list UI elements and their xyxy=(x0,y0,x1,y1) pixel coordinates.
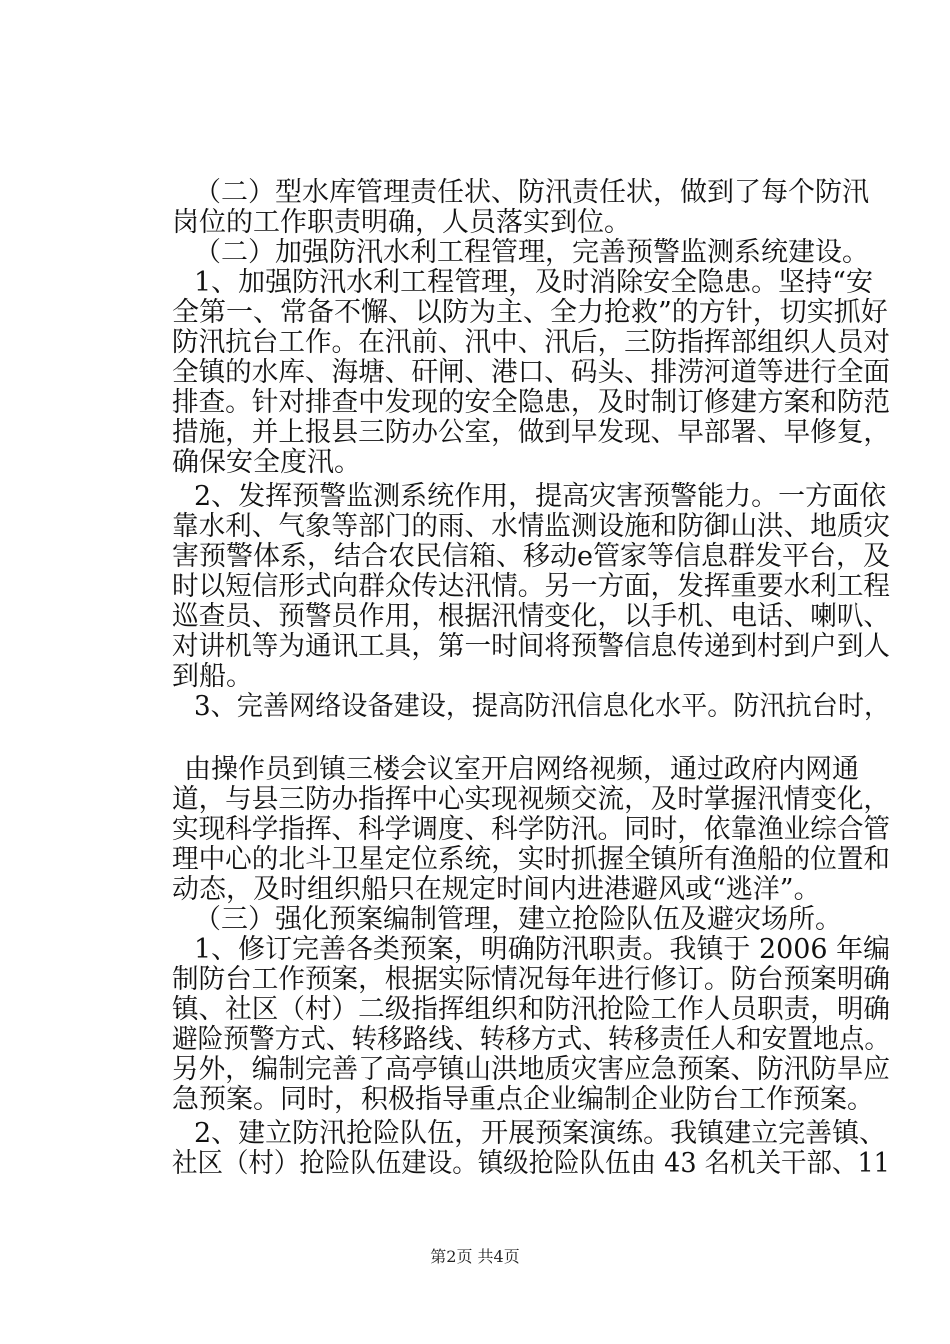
text-line: 1、修订完善各类预案，明确防汛职责。我镇于 2006 年编 xyxy=(194,934,891,965)
text-line: 确保安全度汛。 xyxy=(172,447,361,478)
text-line: 措施，并上报县三防办公室，做到早发现、早部署、早修复， xyxy=(172,417,890,448)
text-line: （二）型水库管理责任状、防汛责任状，做到了每个防汛 xyxy=(194,177,869,208)
page-number: 第2页 共4页 xyxy=(430,1247,520,1266)
text-line: 社区（村）抢险队伍建设。镇级抢险队伍由 43 名机关干部、11 xyxy=(172,1148,890,1179)
text-line: 避险预警方式、转移路线、转移方式、转移责任人和安置地点。 xyxy=(172,1024,890,1055)
text-line: 道，与县三防办指挥中心实现视频交流，及时掌握汛情变化， xyxy=(172,784,890,815)
text-line: 全镇的水库、海塘、矸闸、港口、码头、排涝河道等进行全面 xyxy=(172,357,890,388)
text-line: 急预案。同时，积极指导重点企业编制企业防台工作预案。 xyxy=(172,1084,874,1115)
text-line: 全第一、常备不懈、以防为主、全力抢救”的方针，切实抓好 xyxy=(172,297,888,328)
text-line: 岗位的工作职责明确，人员落实到位。 xyxy=(172,207,631,238)
text-line: 巡查员、预警员作用，根据汛情变化，以手机、电话、喇叭、 xyxy=(172,601,890,632)
text-line: 害预警体系，结合农民信箱、移动e管家等信息群发平台，及 xyxy=(172,541,890,572)
text-line: 排查。针对排查中发现的安全隐患，及时制订修建方案和防范 xyxy=(172,387,890,418)
section-heading: （三）强化预案编制管理，建立抢险队伍及避灾场所。 xyxy=(194,904,842,935)
text-line: 到船。 xyxy=(172,661,253,692)
text-line: 实现科学指挥、科学调度、科学防汛。同时，依靠渔业综合管 xyxy=(172,814,890,845)
text-line: 3、完善网络设备建设，提高防汛信息化水平。防汛抗台时， xyxy=(194,691,891,722)
text-line: 2、发挥预警监测系统作用，提高灾害预警能力。一方面依 xyxy=(194,481,887,512)
text-line: 制防台工作预案，根据实际情况每年进行修订。防台预案明确 xyxy=(172,964,890,995)
text-line: 2、建立防汛抢险队伍，开展预案演练。我镇建立完善镇、 xyxy=(194,1118,887,1149)
text-line: 动态，及时组织船只在规定时间内进港避风或“逃洋”。 xyxy=(172,874,821,905)
text-line: 另外，编制完善了高亭镇山洪地质灾害应急预案、防汛防旱应 xyxy=(172,1054,890,1085)
text-line: 对讲机等为通讯工具，第一时间将预警信息传递到村到户到人 xyxy=(172,631,890,662)
section-heading: （二）加强防汛水利工程管理，完善预警监测系统建设。 xyxy=(194,237,869,268)
text-line: 靠水利、气象等部门的雨、水情监测设施和防御山洪、地质灾 xyxy=(172,511,890,542)
text-line: 时以短信形式向群众传达汛情。另一方面，发挥重要水利工程 xyxy=(172,571,890,602)
text-line: 防汛抗台工作。在汛前、汛中、汛后，三防指挥部组织人员对 xyxy=(172,327,890,358)
text-line: 由操作员到镇三楼会议室开启网络视频，通过政府内网通 xyxy=(184,754,859,785)
text-line: 理中心的北斗卫星定位系统，实时抓握全镇所有渔船的位置和 xyxy=(172,844,890,875)
text-line: 1、加强防汛水利工程管理，及时消除安全隐患。坚持“安 xyxy=(194,267,873,298)
text-line: 镇、社区（村）二级指挥组织和防汛抢险工作人员职责，明确 xyxy=(172,994,890,1025)
